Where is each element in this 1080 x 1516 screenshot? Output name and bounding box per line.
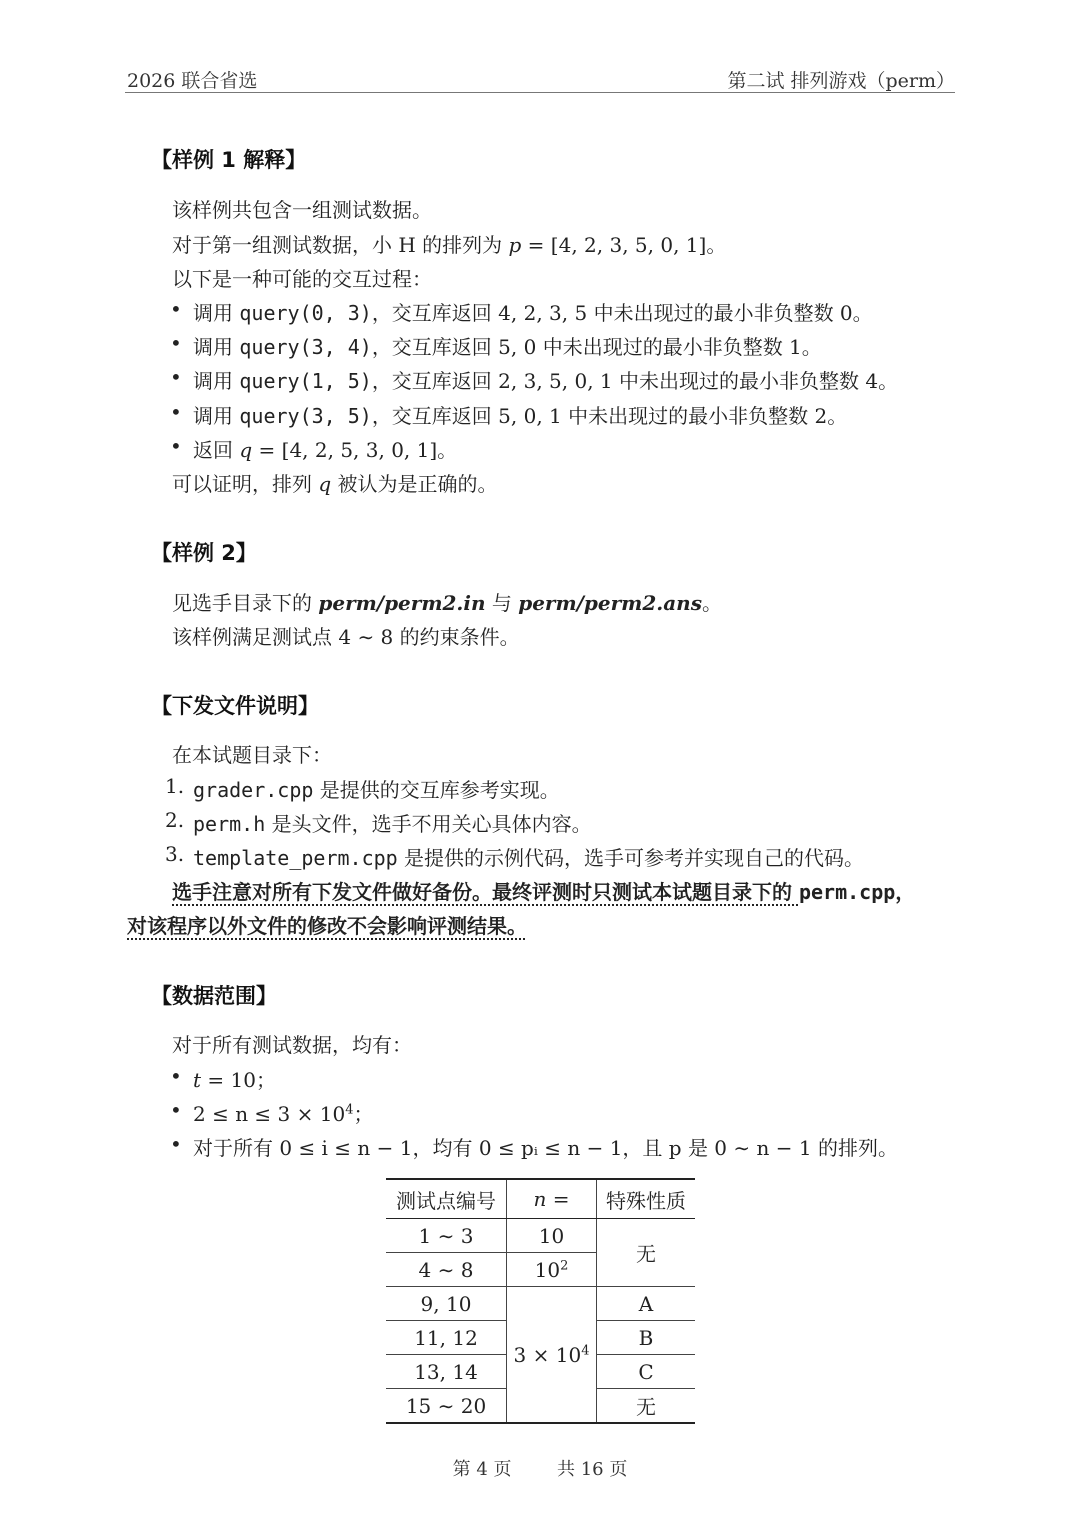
table-header: n = [507,1179,597,1219]
table-cell: $3 \times 10^4$ [507,1287,597,1424]
item-number: 3. [165,842,185,866]
item-number: 2. [165,808,185,832]
table-row [386,1219,695,1253]
files-title: 【下发文件说明】 [151,694,319,718]
table-header: 测试点编号 [386,1179,507,1219]
step-2: 调用 query(3, 4)，交互库返回 5, 0 中未出现过的最小非负整数 1。 [193,335,822,359]
files-note-line1: 选手注意对所有下发文件做好备份。最终评测时只测试本试题目录下的 perm.cpp， [172,880,916,904]
step-3: 调用 query(1, 5)，交互库返回 2, 3, 5, 0, 1 中未出现过的最小非负整数 4。 [193,369,899,393]
constraints-table [386,1178,695,1424]
table-cell: C [597,1355,696,1389]
table-cell: 11, 12 [386,1321,507,1355]
table-cell: 15 ∼ 20 [386,1389,507,1424]
bullet-icon: • [170,434,182,458]
page-total: 共 16 页 [557,1459,628,1480]
sample2-line1: 见选手目录下的 perm/perm2.in 与 perm/perm2.ans。 [172,591,722,615]
sample1-title: 【样例 1 解释】 [151,148,307,172]
constraint-n: $2 \le n \le 3 \times 10^4$； [193,1102,374,1126]
file-link: perm/perm2.ans [518,591,702,615]
file-item-2: perm.h 是头文件，选手不用关心具体内容。 [193,812,592,836]
range-title: 【数据范围】 [151,984,277,1008]
step-4: 调用 query(3, 5)，交互库返回 5, 0, 1 中未出现过的最小非负整数 2。 [193,404,848,428]
constraint-perm: 对于所有 0 ≤ i ≤ n − 1，均有 0 ≤ pᵢ ≤ n − 1，且 p 是 0 ∼ n − 1 的排列。 [193,1136,898,1160]
sample1-line2: 对于第一组测试数据，小 H 的排列为 p = [4, 2, 3, 5, 0, 1]。 [172,233,727,257]
page-footer [0,1455,1080,1481]
table-cell: 无 [597,1219,696,1287]
table-row [386,1287,695,1321]
file-item-1: grader.cpp 是提供的交互库参考实现。 [193,778,560,802]
table-cell: $10^2$ [507,1253,597,1287]
sample1-line1: 该样例共包含一组测试数据。 [172,198,432,222]
page-number: 第 4 页 [452,1459,512,1480]
step-1: 调用 query(0, 3)，交互库返回 4, 2, 3, 5 中未出现过的最小非负整数 0。 [193,301,873,325]
table-cell: A [597,1287,696,1321]
header-right: 第二试 排列游戏（perm） [727,70,955,92]
table-header-row [386,1179,695,1219]
bullet-icon: • [170,297,182,321]
file-item-3: template_perm.cpp 是提供的示例代码，选手可参考并实现自己的代码。 [193,846,865,870]
sample2-line2: 该样例满足测试点 4 ∼ 8 的约束条件。 [172,625,520,649]
header-left: 2026 联合省选 [127,70,258,92]
table-cell: 1 ∼ 3 [386,1219,507,1253]
header-rule [125,92,955,93]
bullet-icon: • [170,1132,182,1156]
table-cell: B [597,1321,696,1355]
constraint-t: t = 10； [193,1068,276,1092]
range-intro: 对于所有测试数据，均有： [172,1033,412,1057]
bullet-icon: • [170,331,182,355]
table-cell: 4 ∼ 8 [386,1253,507,1287]
step-return: 返回 q = [4, 2, 5, 3, 0, 1]。 [193,438,458,462]
table-header: 特殊性质 [597,1179,696,1219]
table-cell: 9, 10 [386,1287,507,1321]
files-note-line2: 对该程序以外文件的修改不会影响评测结果。 [127,914,527,938]
sample1-line3: 以下是一种可能的交互过程： [172,267,432,291]
item-number: 1. [165,774,185,798]
file-link: perm/perm2.in [318,591,486,615]
table-cell: 13, 14 [386,1355,507,1389]
bullet-icon: • [170,1098,182,1122]
bullet-icon: • [170,400,182,424]
sample1-proof: 可以证明，排列 q 被认为是正确的。 [172,472,498,496]
table-cell: 无 [597,1389,696,1424]
files-intro: 在本试题目录下： [172,743,332,767]
table-cell: 10 [507,1219,597,1253]
bullet-icon: • [170,1064,182,1088]
sample2-title: 【样例 2】 [151,541,257,565]
bullet-icon: • [170,365,182,389]
